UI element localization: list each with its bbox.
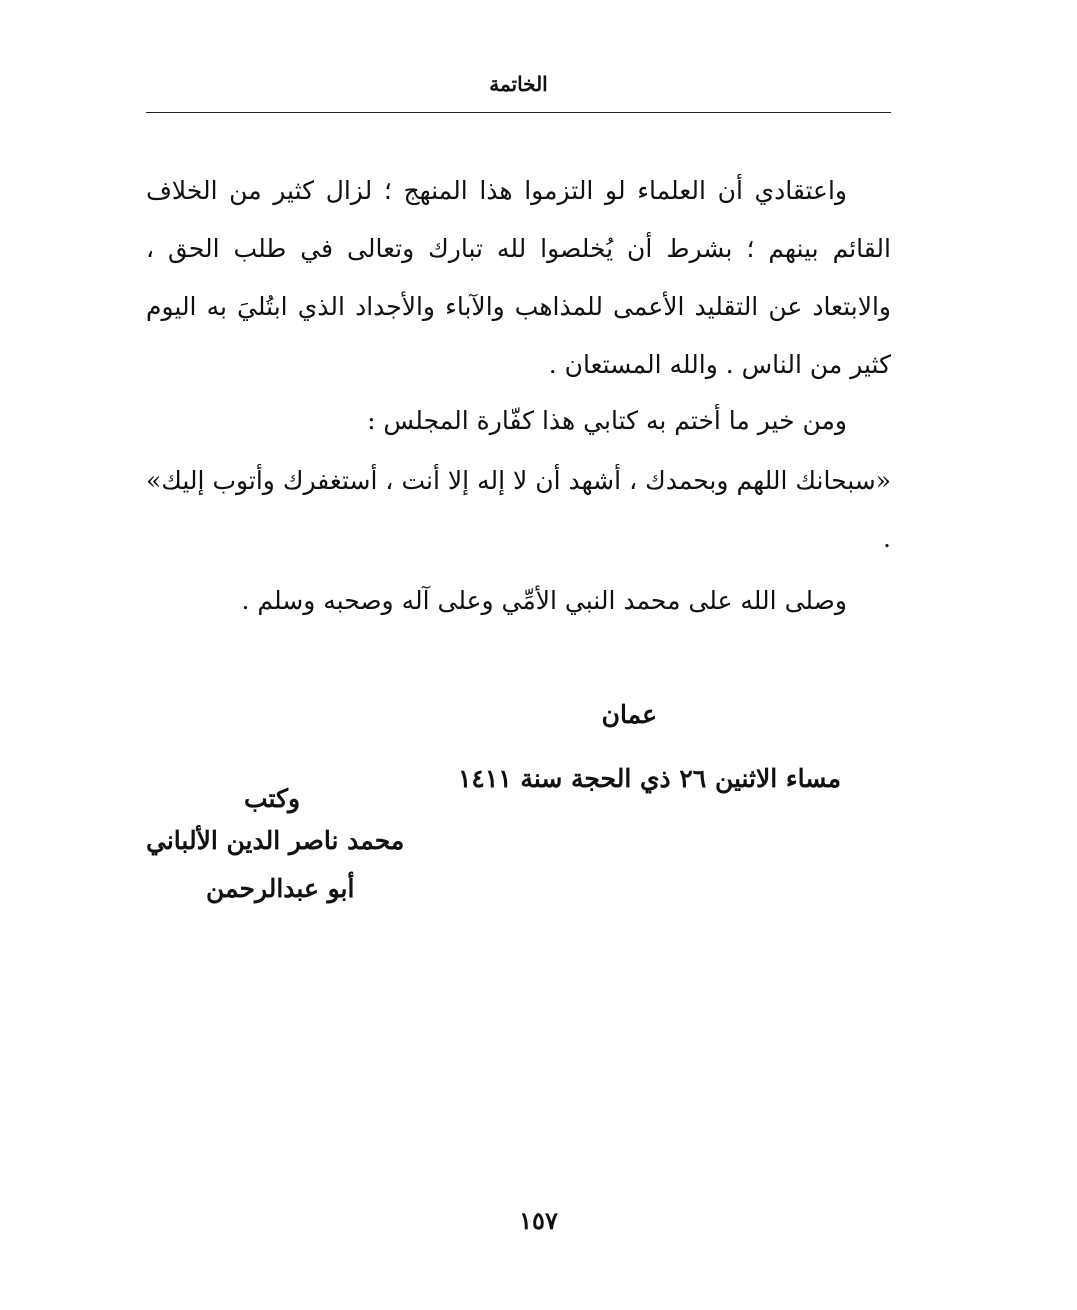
paragraph-conclusion: واعتقادي أن العلماء لو التزموا هذا المنهج ؛ لزال كثير من الخلاف القائم بينهم ؛ بشرط أن يُخلصوا لله تبارك وتعالى في طلب الحق ، والابتعاد عن التقليد الأعمى للمذاهب والآباء والأجداد الذي ابتُليَ به اليوم كثير من الناس . والله المستعان . <box>146 176 891 379</box>
signature-author: محمد ناصر الدين الألباني <box>146 826 405 855</box>
paragraph-blessing: وصلى الله على محمد النبي الأمِّي وعلى آله وصحبه وسلم . <box>241 586 847 615</box>
signature-place: عمان <box>601 700 657 729</box>
header-rule <box>146 112 891 113</box>
signature-date: مساء الاثنين ٢٦ ذي الحجة سنة ١٤١١ <box>458 764 841 793</box>
paragraph-closing-intro: ومن خير ما أختم به كتابي هذا كفّارة المجلس : <box>367 406 847 435</box>
running-header: الخاتمة <box>489 72 548 96</box>
signature-wrote: وكتب <box>244 784 301 813</box>
signature-kunya: أبو عبدالرحمن <box>206 874 355 903</box>
page-number: ١٥٧ <box>519 1206 558 1235</box>
paragraph-supplication: «سبحانك اللهم وبحمدك ، أشهد أن لا إله إلا أنت ، أستغفرك وأتوب إليك» . <box>146 466 892 553</box>
